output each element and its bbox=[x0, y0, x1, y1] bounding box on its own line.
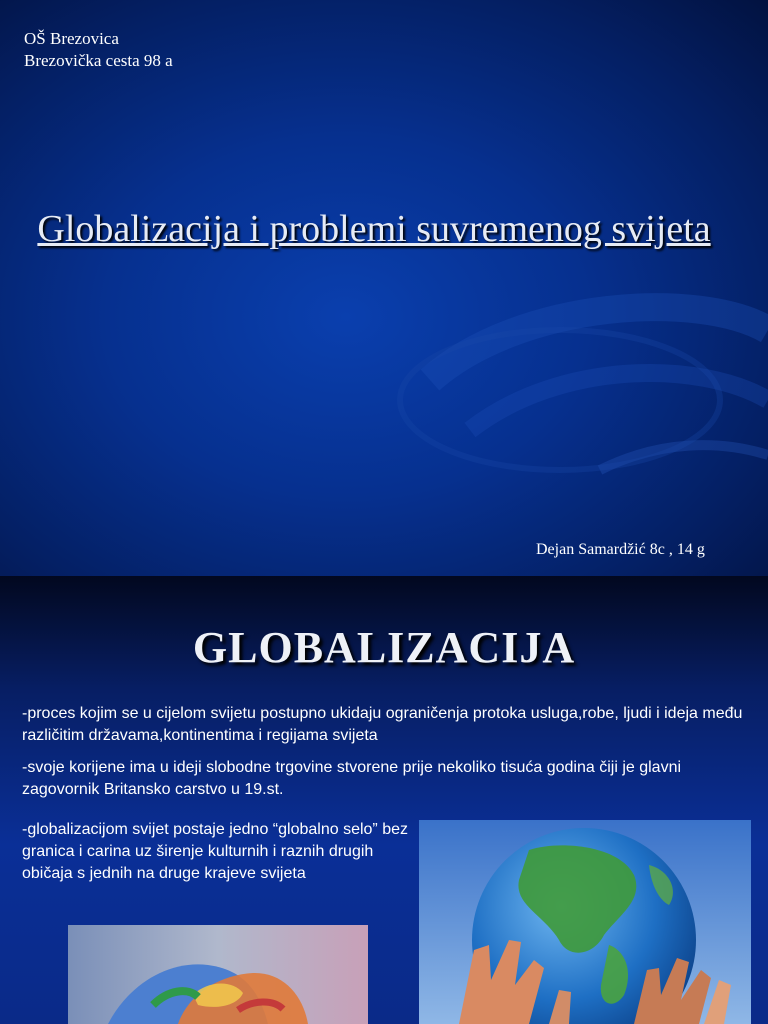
slide-heading: GLOBALIZACIJA bbox=[192, 623, 576, 672]
school-address: Brezovička cesta 98 a bbox=[24, 51, 173, 70]
bullet-origins: -svoje korijene ima u ideji slobodne trgovine stvorene prije nekoliko tisuća godina čiji je glavni zagovornik Britansko carstvo u 19.st. bbox=[22, 759, 682, 798]
globe-hands-photo bbox=[419, 820, 751, 1024]
painted-hands-photo bbox=[68, 925, 368, 1024]
school-name: OŠ Brezovica bbox=[24, 29, 119, 48]
globalization-slide bbox=[0, 576, 768, 1024]
author-line: Dejan Samardžić 8c , 14 g bbox=[536, 541, 705, 558]
slide-title: Globalizacija i problemi suvremenog svijeta bbox=[37, 208, 711, 250]
school-info bbox=[24, 28, 173, 72]
bullet-definition: -proces kojim se u cijelom svijetu postupno ukidaju ograničenja protoka usluga,robe, ljudi i ideja među različitim državama,kontinentima i regijama svijeta bbox=[22, 705, 743, 744]
bullet-global-village: -globalizacijom svijet postaje jedno “globalno selo” bez granica i carina uz širenje kulturnih i raznih drugih običaja s jednih na druge krajeve svijeta bbox=[22, 821, 408, 882]
